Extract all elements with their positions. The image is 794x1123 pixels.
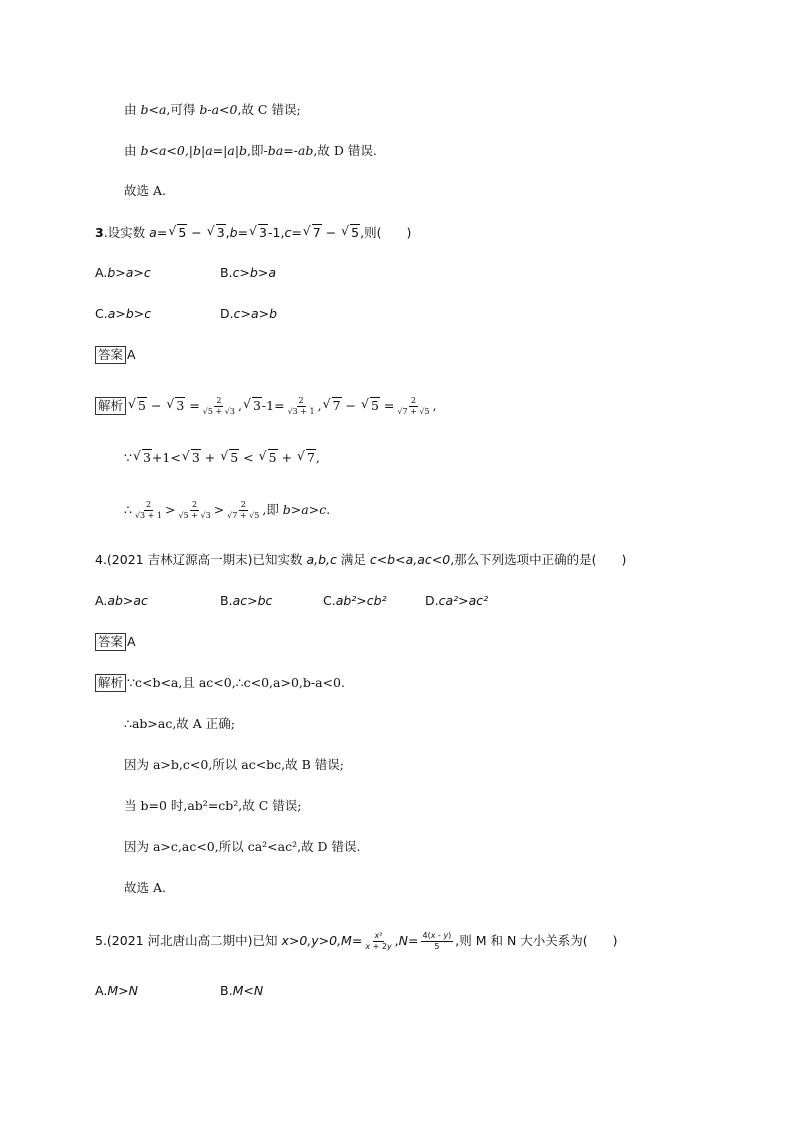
analysis-line-c: 由 b<a,可得 b-a<0,故 C 错误; [124, 102, 301, 117]
analysis-line-d: 由 b<a<0,|b|a=|a|b,即-ba=-ab,故 D 错误. [124, 143, 377, 158]
answer-tag: 答案 [95, 633, 126, 651]
option-c: C.a>b>c [95, 306, 152, 321]
question-4-stem: 4.(2021 吉林辽源高一期末)已知实数 a,b,c 满足 c<b<a,ac<0,那么下列选项中正确的是( ) [95, 552, 627, 567]
question-4-analysis-3: 因为 a>b,c<0,所以 ac<bc,故 B 错误; [124, 757, 344, 772]
question-3-stem: 3.设实数 a= √ 5 − √ 3,b= √ 3-1,c= √ 7 − √ 5,则( ) [95, 223, 412, 240]
analysis-tag: 解析 [95, 397, 126, 415]
option-d: D.c>a>b [220, 306, 278, 321]
option-d: D.ca²>ac² [425, 593, 489, 608]
option-a: A.ab>ac [95, 593, 148, 608]
question-4-analysis-4: 当 b=0 时,ab²=cb²,故 C 错误; [124, 798, 302, 813]
question-4-analysis-5: 因为 a>c,ac<0,所以 ca²<ac²,故 D 错误. [124, 839, 361, 854]
option-a: A.b>a>c [95, 265, 151, 280]
option-b: B.ac>bc [220, 593, 273, 608]
question-3-answer: 答案 A [95, 346, 136, 364]
question-4-analysis-1: 解析 ∵c<b<a,且 ac<0,∴c<0,a>0,b-a<0. [95, 674, 345, 692]
question-4-answer: 答案 A [95, 633, 136, 651]
option-b: B.M<N [220, 983, 264, 998]
question-3-analysis-2: ∵ √ 3+1< √ 3 + √ 5 < √ 5 + √ 7, [124, 448, 320, 465]
question-4-analysis-2: ∴ab>ac,故 A 正确; [124, 716, 235, 731]
question-3-analysis-3: ∴ $\frac{2}{√3 + 1}$ > $\frac{2}{√5 + √3}$ > $\frac{2}{√7 + √5}$ ,即 b>a>c. [124, 500, 331, 520]
question-4-analysis-6: 故选 A. [124, 880, 166, 895]
option-b: B.c>b>a [220, 265, 276, 280]
option-c: C.ab²>cb² [323, 593, 387, 608]
analysis-conclusion: 故选 A. [124, 183, 166, 198]
option-a: A.M>N [95, 983, 138, 998]
question-3-analysis-1: 解析 √ 5 − √ 3 = $\frac{2}{√5 + √3}$ , √ 3-1= $\frac{2}{√3 + 1}$ , √ 7 − √ 5 = $\frac{2}{√7 + √5}$ , [95, 396, 437, 417]
answer-tag: 答案 [95, 346, 126, 364]
analysis-tag: 解析 [95, 674, 126, 692]
question-5-stem: 5.(2021 河北唐山高二期中)已知 x>0,y>0,M= $\frac{\text{x²}}{x + 2y}$ ,N= $\frac{4(x - y)}{5}$ ,则 M 和 N 大小关系为( ) [95, 931, 618, 951]
